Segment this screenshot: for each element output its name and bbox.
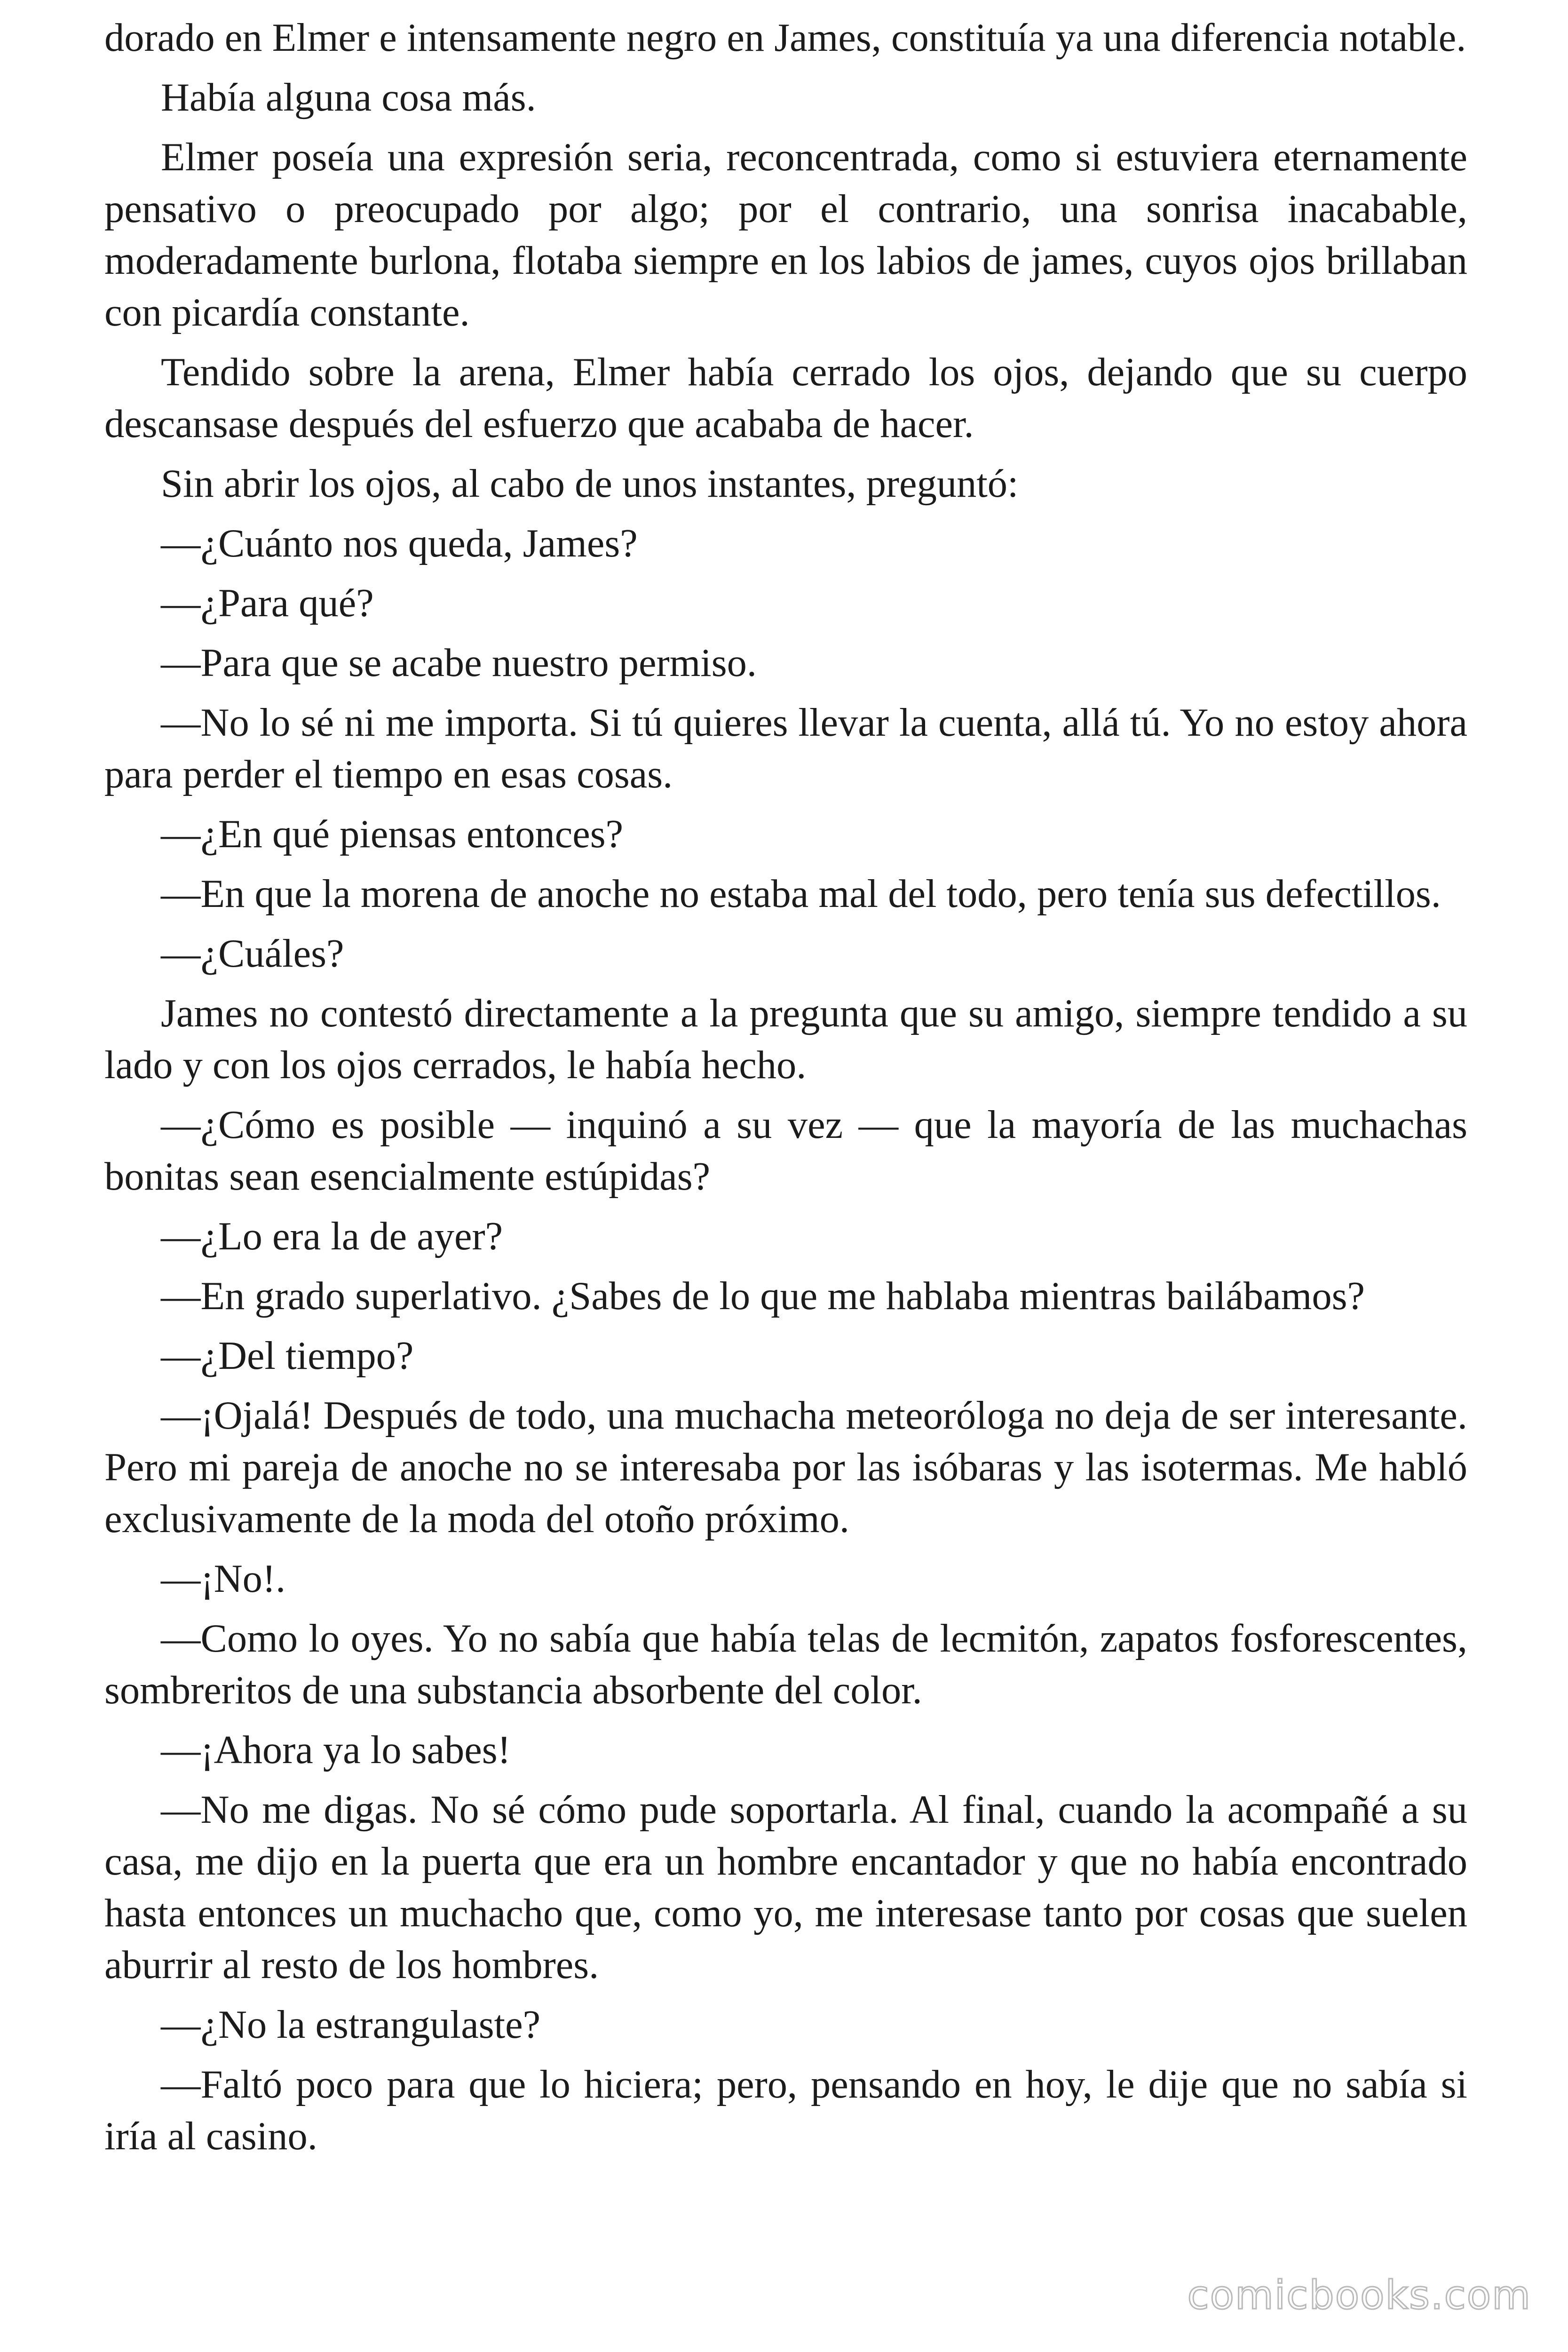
paragraph: Tendido sobre la arena, Elmer había cerrado los ojos, dejando que su cuerpo descansase después del esfuerzo que acababa de hacer. [104, 350, 1467, 446]
dialogue-line: —¡No!. [161, 1557, 286, 1601]
dialogue-line: —En que la morena de anoche no estaba mal del todo, pero tenía sus defectillos. [161, 872, 1441, 916]
dialogue-line: —¿Cuánto nos queda, James? [161, 522, 638, 565]
dialogue-line: —¿No la estrangulaste? [161, 2003, 541, 2047]
paragraph: Sin abrir los ojos, al cabo de unos instantes, preguntó: [161, 462, 1019, 506]
watermark: comicbooks.com [1187, 2272, 1531, 2318]
dialogue-line: —¿Para qué? [161, 581, 374, 625]
dialogue-line: —¿Lo era la de ayer? [161, 1215, 503, 1258]
dialogue-line: —¿Cuáles? [161, 932, 344, 976]
dialogue-line: —No lo sé ni me importa. Si tú quieres llevar la cuenta, allá tú. Yo no estoy ahora para perder el tiempo en esas cosas. [104, 701, 1467, 796]
dialogue-line: —¿Del tiempo? [161, 1334, 414, 1378]
dialogue-line: —¡Ahora ya lo sabes! [161, 1728, 511, 1772]
dialogue-line: —¿En qué piensas entonces? [161, 812, 624, 856]
dialogue-line: —Como lo oyes. Yo no sabía que había telas de lecmitón, zapatos fosforescentes, sombreritos de una substancia absorbente del color. [104, 1617, 1467, 1712]
dialogue-line: —¡Ojalá! Después de todo, una muchacha meteoróloga no deja de ser interesante. Pero mi pareja de anoche no se interesaba por las isóbaras y las isotermas. Me habló exclusivamente de la moda del otoño próximo. [104, 1394, 1467, 1541]
paragraph-continuation: dorado en Elmer e intensamente negro en James, constituía ya una diferencia notable. [104, 16, 1466, 60]
paragraph: James no contestó directamente a la pregunta que su amigo, siempre tendido a su lado y con los ojos cerrados, le había hecho. [104, 992, 1467, 1087]
book-page [104, 12, 1467, 2170]
paragraph: Elmer poseía una expresión seria, reconcentrada, como si estuviera eternamente pensativo o preocupado por algo; por el contrario, una sonrisa inacabable, moderadamente burlona, flotaba siempre en los labios de james, cuyos ojos brillaban con picardía constante. [104, 135, 1467, 334]
dialogue-line: —En grado superlativo. ¿Sabes de lo que me hablaba mientras bailábamos? [161, 1274, 1365, 1318]
dialogue-line: —Para que se acabe nuestro permiso. [161, 641, 757, 685]
dialogue-line: —No me digas. No sé cómo pude soportarla. Al final, cuando la acompañé a su casa, me dijo en la puerta que era un hombre encantador y que no había encontrado hasta entonces un muchacho que, como yo, me interesase tanto por cosas que suelen aburrir al resto de los hombres. [104, 1788, 1467, 1987]
paragraph: Había alguna cosa más. [161, 76, 536, 119]
dialogue-line: —Faltó poco para que lo hiciera; pero, pensando en hoy, le dije que no sabía si iría al casino. [104, 2063, 1467, 2158]
dialogue-line: —¿Cómo es posible — inquinó a su vez — que la mayoría de las muchachas bonitas sean esencialmente estúpidas? [104, 1103, 1467, 1199]
